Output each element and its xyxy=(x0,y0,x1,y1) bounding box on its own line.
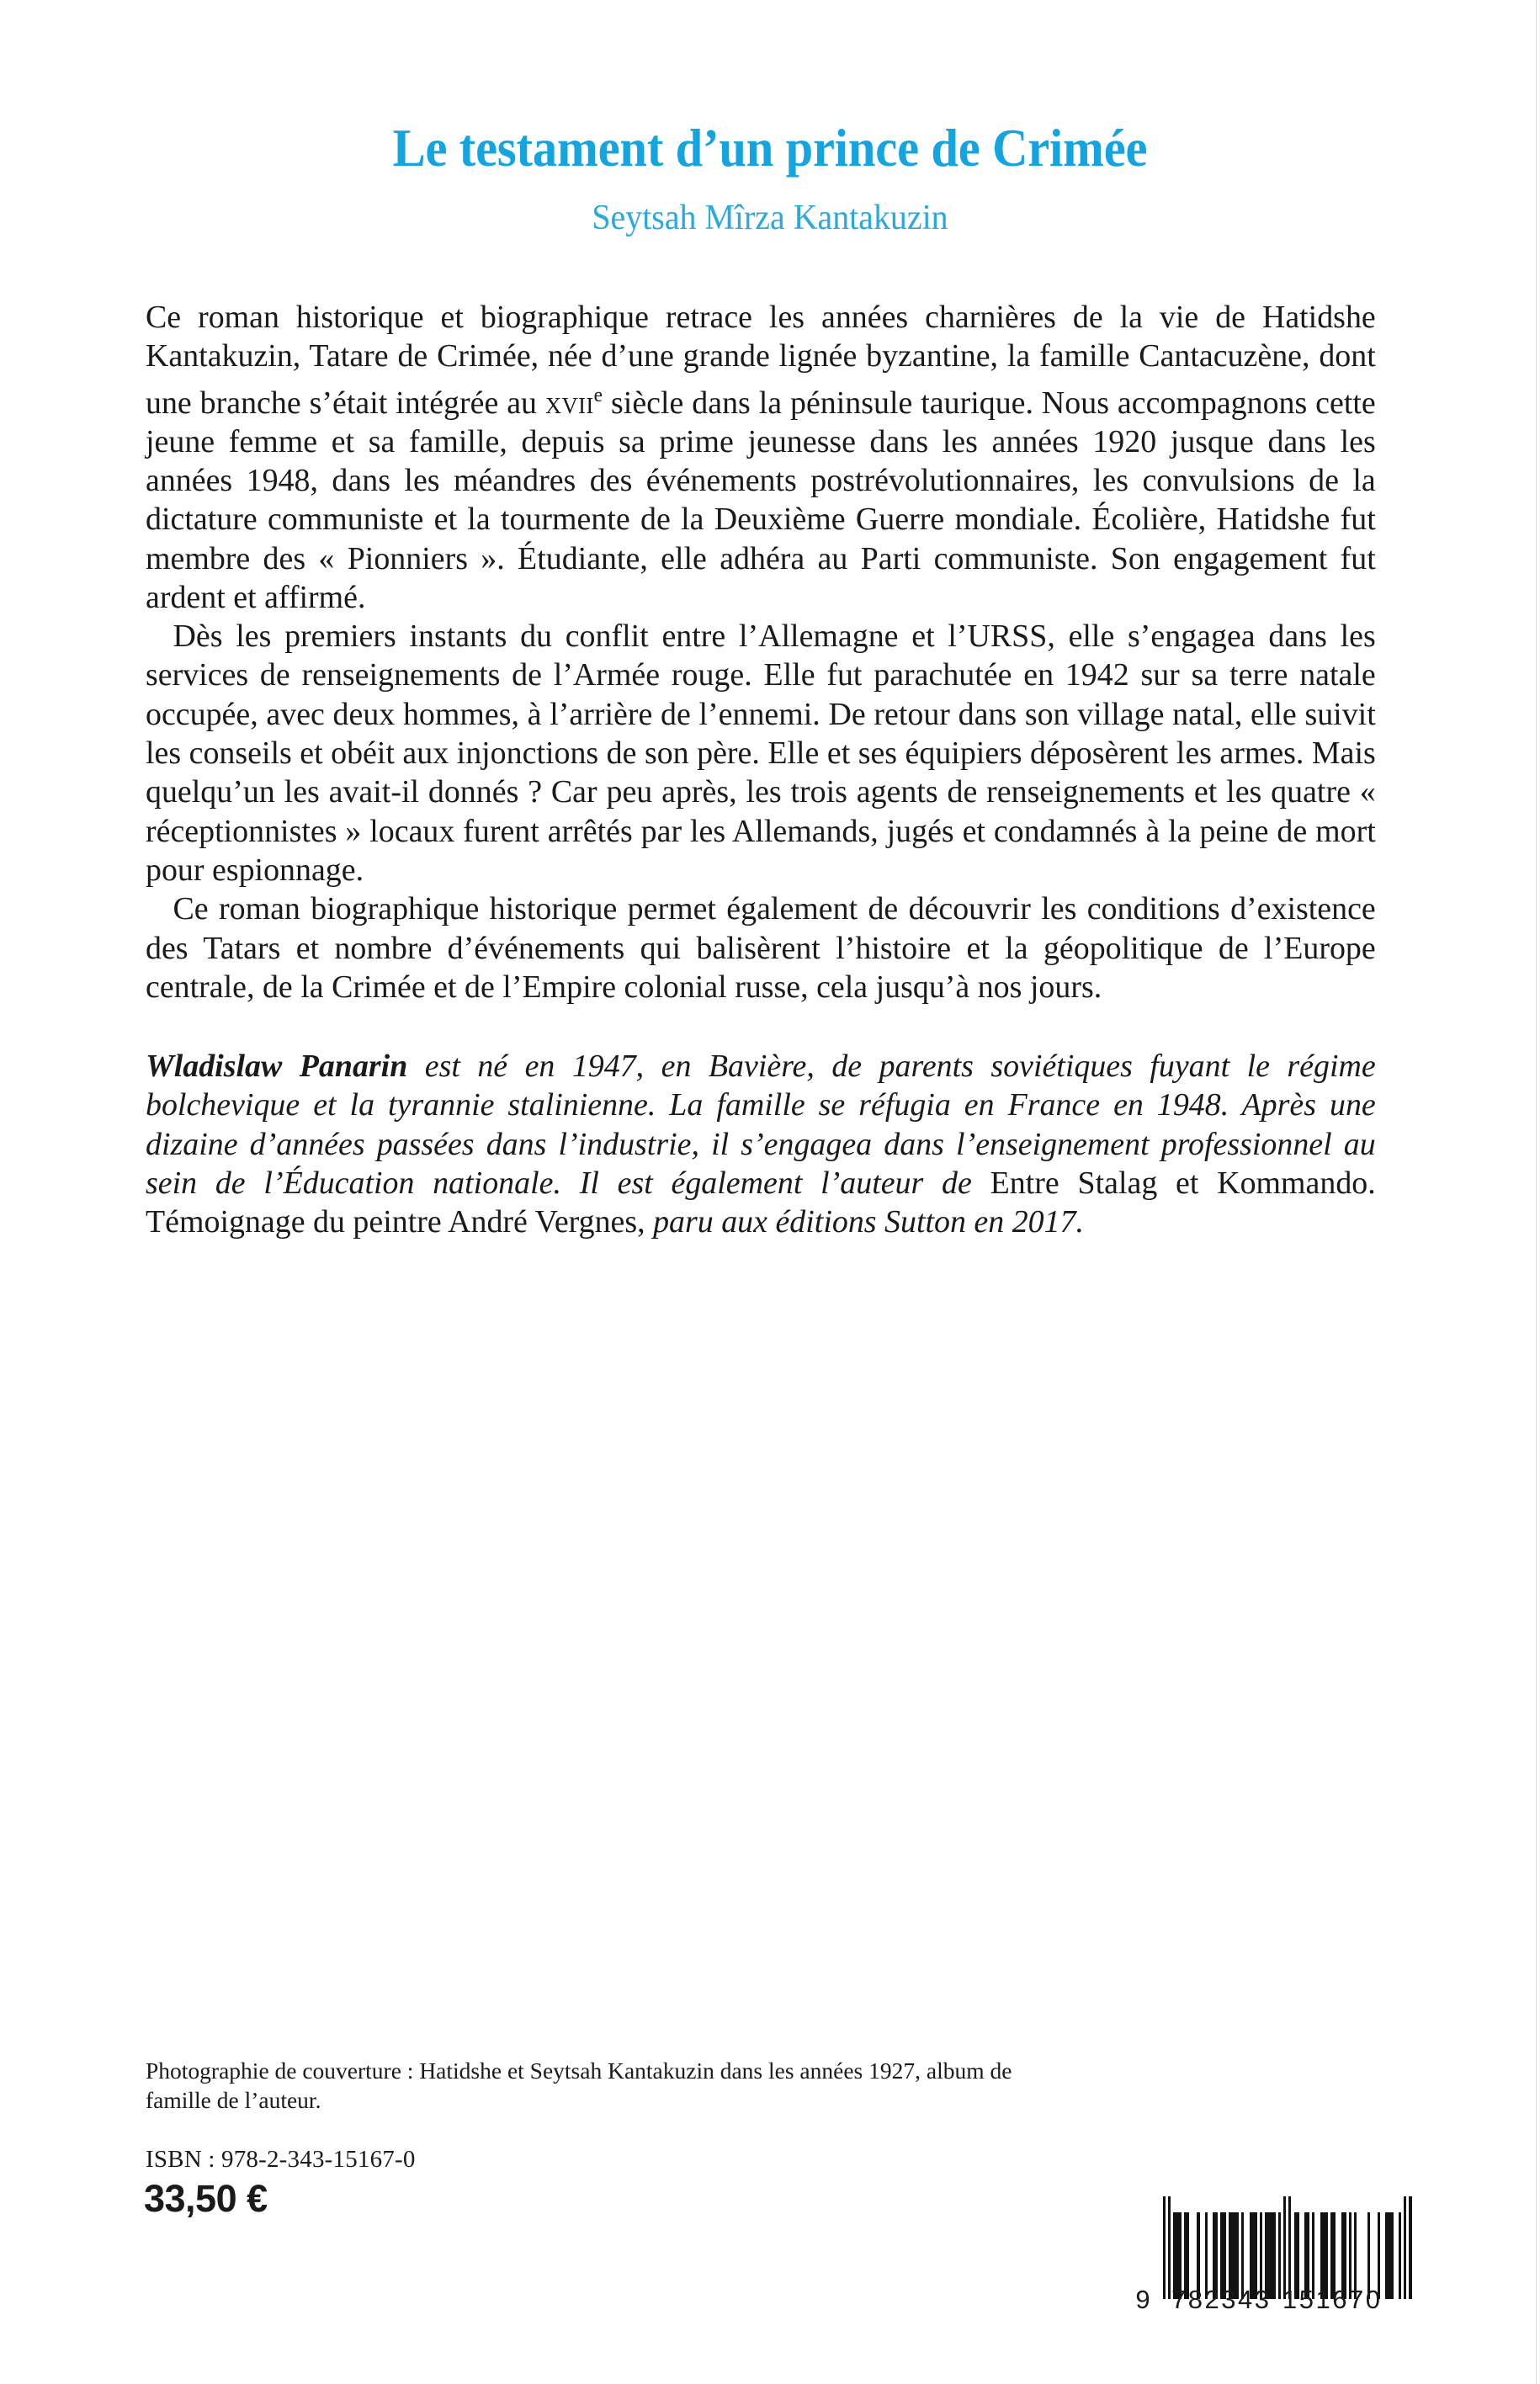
blurb-p1-part-b: siècle dans la péninsule taurique. Nous accompagnons cette jeune femme et sa famille, depuis sa prime jeunesse dans les années 1920 jusque dans les années 1948, dans les méandres des événements postrévolutionnaires, les convulsions de la dictature communiste et la tourmente de la Deuxième Guerre mondiale. Écolière, Hatidshe fut membre des « Pionniers ». Étudiante, elle adhéra au Parti communiste. Son engagement fut ardent et affirmé. xyxy=(146,385,1376,615)
barcode-bar xyxy=(1385,2212,1393,2299)
century-roman-numeral: xvii xyxy=(544,385,594,421)
blurb-paragraph-2: Dès les premiers instants du conflit entre l’Allemagne et l’URSS, elle s’engagea dans les services de renseignements de l’Armée rouge. Elle fut parachutée en 1942 sur sa terre natale occupée, avec deux hommes, à l’arrière de l’ennemi. De retour dans son village natal, elle suivit les conseils et obéit aux injonctions de son père. Elle et ses équipiers déposèrent les armes. Mais quelqu’un les avait-il donnés ? Car peu après, les trois agents de renseignements et les quatre « réceptionnistes » locaux furent arrêtés par les Allemands, jugés et condamnés à la peine de mort pour espionnage. xyxy=(146,619,1376,888)
author-bio xyxy=(146,1047,1376,1241)
price-label: 33,50 € xyxy=(144,2177,268,2220)
author-bio-part-b: paru aux éditions Sutton en 2017. xyxy=(645,1204,1085,1240)
barcode-space xyxy=(1357,2196,1367,2299)
isbn-label: ISBN : 978-2-343-15167-0 xyxy=(146,2146,416,2173)
blurb-text xyxy=(146,298,1394,1006)
barcode-bars xyxy=(1163,2196,1412,2299)
blurb-paragraph-3: Ce roman biographique historique permet également de découvrir les conditions d’existence des Tatars et nombre d’événements qui balisèrent l’histoire et la géopolitique de l’Europe centrale, de la Crimée et de l’Empire colonial russe, cela jusqu’à nos jours. xyxy=(146,891,1376,1005)
barcode-left-group xyxy=(1171,2285,1269,2315)
barcode-digit-left-1: 8 xyxy=(1187,2285,1203,2314)
barcode-digit-right-0: 1 xyxy=(1282,2285,1298,2314)
barcode-space xyxy=(1370,2196,1378,2299)
blurb-paragraph-1 xyxy=(146,298,1376,617)
barcode-digit-left-2: 2 xyxy=(1204,2285,1219,2314)
barcode-digit-right-3: 6 xyxy=(1332,2285,1347,2314)
barcode-digit-left-3: 3 xyxy=(1221,2285,1236,2314)
barcode xyxy=(1116,2196,1422,2313)
cover-photo-credit: Photographie de couverture : Hatidshe et Seytsah Kantakuzin dans les années 1927, album de famille de l’auteur. xyxy=(146,2057,1012,2113)
barcode-digit-right-4: 7 xyxy=(1349,2285,1364,2314)
author-bio-part-a: est né en 1947, en Bavière, de parents soviétiques fuyant le régime bolchevique et la tyrannie stalinienne. La famille se réfugia en France en 1948. Après une dizaine d’années passées dans l’industrie, il s’engagea dans l’enseignement professionnel au sein de l’Éducation nationale. Il est également l’auteur de xyxy=(146,1049,1376,1202)
barcode-digit-right-2: 1 xyxy=(1315,2285,1330,2314)
book-subtitle: Seytsah Mîrza Kantakuzin xyxy=(592,198,948,237)
barcode-digit-right-5: 0 xyxy=(1365,2285,1380,2314)
barcode-digit-right-1: 5 xyxy=(1298,2285,1314,2314)
barcode-space xyxy=(1189,2196,1197,2299)
barcode-digit-left-0: 7 xyxy=(1171,2285,1187,2314)
barcode-digit-left-5: 3 xyxy=(1254,2285,1269,2314)
barcode-digit-left-4: 4 xyxy=(1238,2285,1253,2314)
title-block xyxy=(146,0,1394,237)
blurb-p1-part-a: Ce roman historique et biographique retrace les années charnières de la vie de Hatidshe Kantakuzin, Tatare de Crimée, née d’une grande lignée byzantine, la famille Cantacuzène, dont une branche s’était intégrée au xyxy=(146,299,1376,421)
footer xyxy=(146,2049,1422,2318)
author-other-work-title: Entre Stalag et Kommando. Témoignage du peintre André Vergnes, xyxy=(146,1165,1376,1240)
barcode-right-group xyxy=(1282,2285,1380,2315)
author-name: Wladislaw Panarin xyxy=(146,1049,408,1085)
barcode-lead-digit: 9 xyxy=(1135,2285,1150,2314)
century-ordinal-suffix: e xyxy=(593,384,603,406)
barcode-bar xyxy=(1409,2196,1411,2299)
book-title: Le testament d’un prince de Crimée xyxy=(392,119,1148,178)
